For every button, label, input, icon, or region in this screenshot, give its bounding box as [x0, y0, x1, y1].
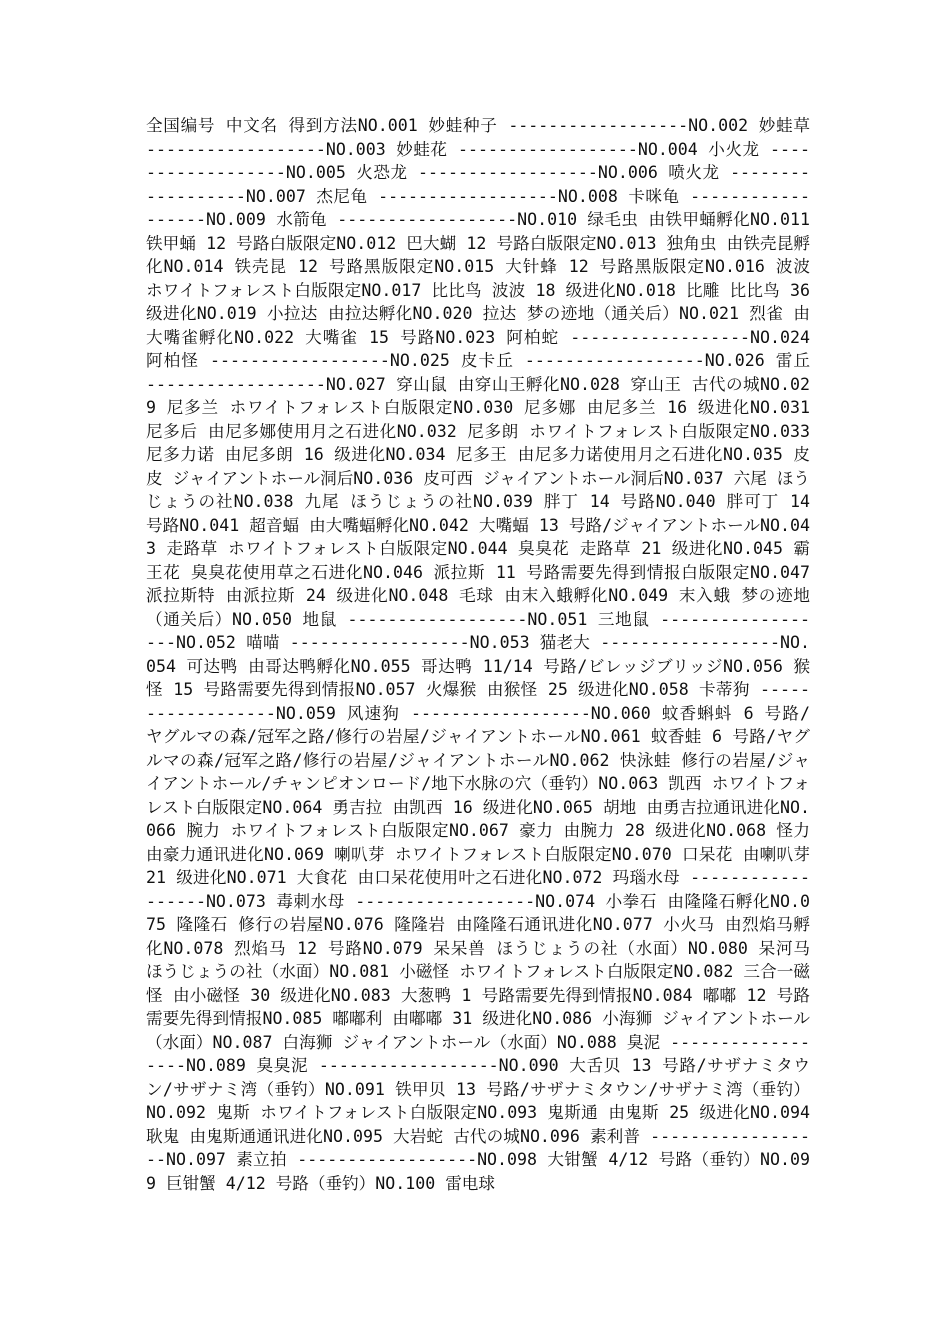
- pokedex-list-text: 全国编号 中文名 得到方法NO.001 妙蛙种子 ------------------NO.002 妙蛙草 ------------------NO.003 妙蛙花 ------------------NO.004 小火龙 ------------------NO.005 火恐龙 ------------------NO.006 喷火龙 ------------------NO.007 杰尼龟 ------------------NO.008 卡咪龟 ------------------NO.009 水箭龟 ------------------NO.010 绿毛虫 由铁甲蛹孵化NO.011 铁甲蛹 12 号路白版限定NO.012 巴大蝴 12 号路白版限定NO.013 独角虫 由铁壳昆孵化NO.014 铁壳昆 12 号路黑版限定NO.015 大针蜂 12 号路黑版限定NO.016 波波 ホワイトフォレスト白版限定NO.017 比比鸟 波波 18 级进化NO.018 比雕 比比鸟 36 级进化NO.019 小拉达 由拉达孵化NO.020 拉达 梦の迹地（通关后）NO.021 烈雀 由大嘴雀孵化NO.022 大嘴雀 15 号路NO.023 阿柏蛇 ------------------NO.024 阿柏怪 ------------------NO.025 皮卡丘 ------------------NO.026 雷丘 ------------------NO.027 穿山鼠 由穿山王孵化NO.028 穿山王 古代の城NO.029 尼多兰 ホワイトフォレスト白版限定NO.030 尼多娜 由尼多兰 16 级进化NO.031 尼多后 由尼多娜使用月之石进化NO.032 尼多朗 ホワイトフォレスト白版限定NO.033 尼多力诺 由尼多朗 16 级进化NO.034 尼多王 由尼多力诺使用月之石进化NO.035 皮皮 ジャイアントホール洞后NO.036 皮可西 ジャイアントホール洞后NO.037 六尾 ほうじょうの社NO.038 九尾 ほうじょうの社NO.039 胖丁 14 号路NO.040 胖可丁 14 号路NO.041 超音蝠 由大嘴蝠孵化NO.042 大嘴蝠 13 号路/ジャイアントホールNO.043 走路草 ホワイトフォレスト白版限定NO.044 臭臭花 走路草 21 级进化NO.045 霸王花 臭臭花使用草之石进化NO.046 派拉斯 11 号路需要先得到情报白版限定NO.047 派拉斯特 由派拉斯 24 级进化NO.048 毛球 由末入蛾孵化NO.049 末入蛾 梦の迹地（通关后）NO.050 地鼠 ------------------NO.051 三地鼠 ------------------NO.052 喵喵 ------------------NO.053 猫老大 ------------------NO.054 可达鸭 由哥达鸭孵化NO.055 哥达鸭 11/14 号路/ビレッジブリッジNO.056 猴怪 15 号路需要先得到情报NO.057 火爆猴 由猴怪 25 级进化NO.058 卡蒂狗 ------------------NO.059 风速狗 ------------------NO.060 蚊香蝌蚪 6 号路/ヤグルマの森/冠军之路/修行の岩屋/ジャイアントホールNO.061 蚊香蛙 6 号路/ヤグルマの森/冠军之路/修行の岩屋/ジャイアントホールNO.062 快泳蛙 修行の岩屋/ジャイアントホール/チャンピオンロード/地下水脉の穴（垂钓）NO.063 凯西 ホワイトフォレスト白版限定NO.064 勇吉拉 由凯西 16 级进化NO.065 胡地 由勇吉拉通讯进化NO.066 腕力 ホワイトフォレスト白版限定NO.067 豪力 由腕力 28 级进化NO.068 怪力 由豪力通讯进化NO.069 喇叭芽 ホワイトフォレスト白版限定NO.070 口呆花 由喇叭芽 21 级进化NO.071 大食花 由口呆花使用叶之石进化NO.072 玛瑙水母 ------------------NO.073 毒刺水母 ------------------NO.074 小拳石 由隆隆石孵化NO.075 隆隆石 修行の岩屋NO.076 隆隆岩 由隆隆石通讯进化NO.077 小火马 由烈焰马孵化NO.078 烈焰马 12 号路NO.079 呆呆兽 ほうじょうの社（水面）NO.080 呆河马 ほうじょうの社（水面）NO.081 小磁怪 ホワイトフォレスト白版限定NO.082 三合一磁怪 由小磁怪 30 级进化NO.083 大葱鸭 1 号路需要先得到情报NO.084 嘟嘟 12 号路需要先得到情报NO.085 嘟嘟利 由嘟嘟 31 级进化NO.086 小海狮 ジャイアントホール（水面）NO.087 白海狮 ジャイアントホール（水面）NO.088 臭泥 ------------------NO.089 臭臭泥 ------------------NO.090 大舌贝 13 号路/サザナミタウン/サザナミ湾（垂钓）NO.091 铁甲贝 13 号路/サザナミタウン/サザナミ湾（垂钓）NO.092 鬼斯 ホワイトフォレスト白版限定NO.093 鬼斯通 由鬼斯 25 级进化NO.094 耿鬼 由鬼斯通通讯进化NO.095 大岩蛇 古代の城NO.096 素利普 ------------------NO.097 素立拍 ------------------NO.098 大钳蟹 4/12 号路（垂钓）NO.099 巨钳蟹 4/12 号路（垂钓）NO.100 雷电球: [146, 116, 810, 1193]
